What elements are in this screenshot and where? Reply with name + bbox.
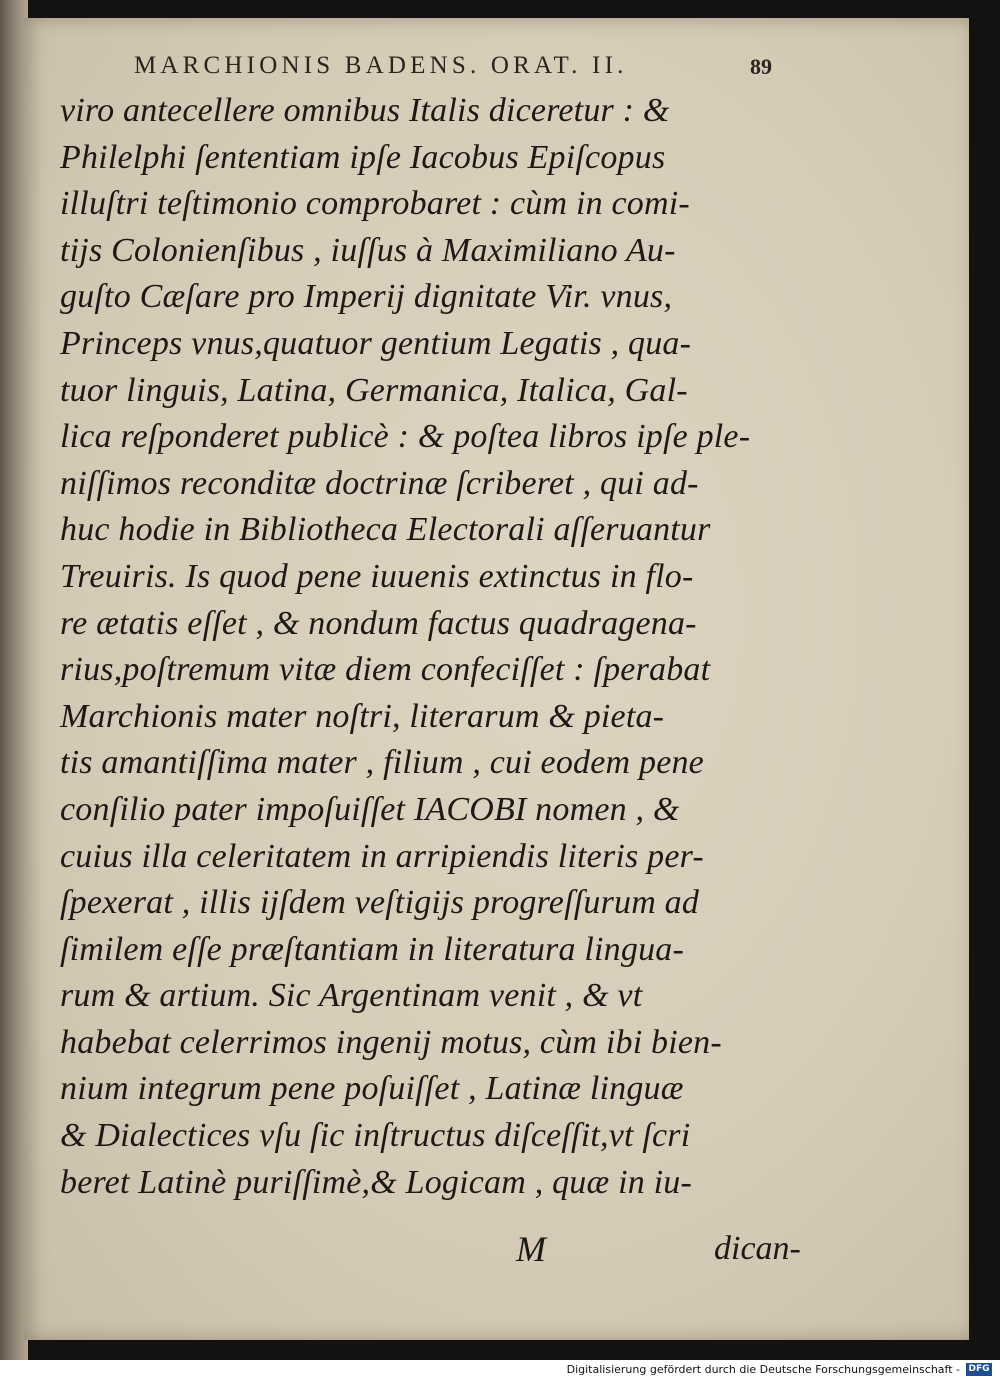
text-line: niſſimos reconditæ doctrinæ ſcriberet , qui ad- [60,464,699,502]
body-text [60,88,800,1206]
book-page [24,18,969,1340]
text-line: habebat celerrimos ingenij motus, cùm ibi bien- [60,1023,722,1061]
text-line: ſimilem eſſe præſtantiam in literatura lingua- [60,930,685,968]
text-line: tuor linguis, Latina, Germanica, Italica, Gal- [60,371,688,409]
text-line: conſilio pater impoſuiſſet IACOBI nomen , & [60,790,680,828]
text-line: Princeps vnus,quatuor gentium Legatis , qua- [60,324,692,362]
text-line: huc hodie in Bibliotheca Electorali aſſeruantur [60,511,711,549]
text-line: tis amantiſſima mater , filium , cui eodem pene [60,744,704,782]
text-line: ſpexerat , illis ijſdem veſtigijs progreſſurum ad [60,884,700,922]
text-line: Marchionis mater noſtri, literarum & pieta- [60,697,665,735]
catchline [60,1226,800,1272]
text-line: illuſtri teſtimonio comprobaret : cùm in comi- [60,185,690,223]
running-head: MARCHIONIS BADENS. ORAT. II. [134,52,628,79]
text-line: Treuiris. Is quod pene iuuenis extinctus in flo- [60,557,694,595]
text-line: rum & artium. Sic Argentinam venit , & vt [60,977,643,1015]
dfg-logo-icon: DFG [966,1363,992,1376]
text-line: lica reſponderet publicè : & poſtea libros ipſe ple- [60,418,751,456]
catchword: dican- [714,1230,801,1267]
text-line: Philelphi ſententiam ipſe Iacobus Epiſcopus [60,138,666,176]
text-line: nium integrum pene poſuiſſet , Latinæ linguæ [60,1070,684,1108]
funding-note: Digitalisierung gefördert durch die Deutsche Forschungsgemeinschaft - [566,1363,960,1376]
signature-mark: M [516,1229,546,1269]
text-line: re ætatis eſſet , & nondum factus quadragena- [60,604,697,642]
text-line: guſto Cæſare pro Imperij dignitate Vir. vnus, [60,278,673,316]
text-line: viro antecellere omnibus Italis diceretur : & [60,92,670,129]
text-line: & Dialectices vſu ſic inſtructus diſceſſit,vt ſcri [60,1117,691,1155]
text-line: beret Latinè puriſſimè,& Logicam , quæ in iu- [60,1163,692,1201]
text-line: rius,poſtremum vitæ diem confeciſſet : ſperabat [60,651,711,689]
text-line: tijs Colonienſibus , iuſſus à Maximiliano Au- [60,231,676,269]
page-number: 89 [750,54,772,79]
text-line: cuius illa celeritatem in arripiendis literis per- [60,837,704,875]
footer-bar [0,1360,1000,1380]
